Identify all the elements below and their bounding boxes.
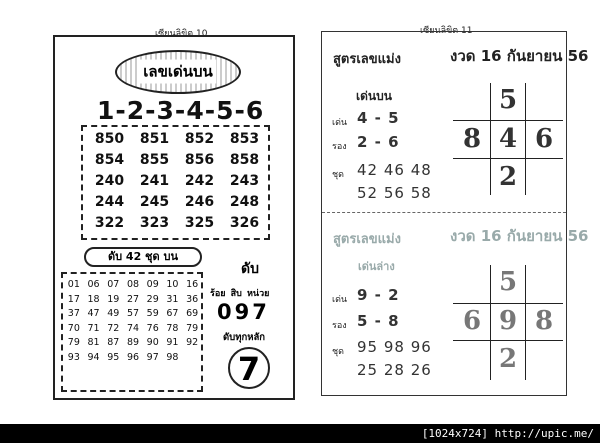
- small-number-cell: 92: [186, 337, 199, 349]
- small-number-cell: 94: [87, 351, 100, 363]
- top-row-value-4: 52 56 58: [357, 184, 432, 202]
- number-cell: 852: [184, 131, 215, 147]
- small-number-cell: 16: [186, 279, 199, 290]
- small-number-cell: 79: [67, 337, 80, 349]
- number-cell: 855: [139, 152, 170, 168]
- number-cell: 850: [94, 131, 125, 147]
- left-page-label: เซียนลิขิต 10: [155, 29, 208, 39]
- small-number-cell: 93: [67, 351, 80, 363]
- numbers-grid: [87, 129, 267, 234]
- small-number-cell: 17: [67, 293, 80, 305]
- bottom-row-label-1: เด่น: [332, 295, 348, 305]
- number-cell: 326: [229, 215, 260, 231]
- small-number-cell: 07: [107, 279, 120, 290]
- small-number-cell: 70: [67, 322, 80, 334]
- number-cell: 853: [229, 131, 260, 147]
- small-number-cell: 89: [126, 337, 140, 349]
- dab-digits: 097: [217, 300, 270, 324]
- top-subtitle: เด่นบน: [356, 89, 392, 103]
- small-number-cell: 06: [87, 279, 100, 290]
- bottom-row-value-3: 95 98 96: [357, 338, 432, 356]
- section-divider: [322, 212, 566, 213]
- bottom-draw-date: งวด 16 กันยายน 56: [450, 227, 589, 245]
- small-number-cell: 08: [126, 279, 140, 290]
- small-number-cell: 91: [166, 337, 179, 349]
- small-number-cell: 10: [166, 279, 179, 290]
- formula-title: สูตรเลขแม่ง: [333, 52, 401, 67]
- draw-date: งวด 16 กันยายน 56: [450, 47, 589, 65]
- top-cross-bottom: 2: [498, 162, 518, 192]
- small-numbers-grid: [64, 278, 202, 366]
- small-number-cell: 09: [146, 279, 159, 290]
- small-number-cell: 76: [146, 322, 159, 334]
- number-cell: 325: [184, 215, 215, 231]
- small-number-cell: 69: [186, 308, 199, 320]
- digit-sequence: 1-2-3-4-5-6: [97, 96, 265, 125]
- top-row-label-2: รอง: [332, 142, 347, 152]
- top-row-value-2: 2 - 6: [357, 133, 400, 151]
- small-number-cell: 87: [107, 337, 120, 349]
- small-number-cell: 79: [186, 322, 199, 334]
- dab-all-digit: 7: [228, 347, 270, 389]
- units-label: ร้อย สิบ หน่วย: [210, 289, 270, 299]
- number-cell: 856: [184, 152, 215, 168]
- small-number-cell: 27: [126, 293, 140, 305]
- small-number-cell: 90: [146, 337, 159, 349]
- small-number-cell: 72: [107, 322, 120, 334]
- bottom-subtitle: เด่นล่าง: [358, 260, 395, 273]
- bottom-row-value-1: 9 - 2: [357, 286, 400, 304]
- top-cross-center: 4: [498, 124, 518, 154]
- bottom-row-label-3: ชุด: [332, 347, 344, 357]
- number-cell: 244: [94, 194, 125, 210]
- number-cell: 246: [184, 194, 215, 210]
- right-page-label: เซียนลิขิต 11: [420, 26, 473, 36]
- number-cell: 322: [94, 215, 125, 231]
- small-number-cell: 01: [67, 279, 80, 290]
- small-number-cell: 59: [146, 308, 159, 320]
- image-host-footer: [1024x724] http://upic.me/: [421, 427, 594, 440]
- banner-oval: [115, 50, 241, 94]
- top-cross-left: 8: [462, 124, 482, 154]
- number-cell: 245: [139, 194, 170, 210]
- number-cell: 240: [94, 173, 125, 189]
- bottom-cross-center: 9: [498, 306, 518, 336]
- bottom-row-value-2: 5 - 8: [357, 312, 400, 330]
- dab-42-pill: ดับ 42 ชุด บน: [84, 247, 202, 267]
- bottom-cross-top: 5: [498, 267, 518, 297]
- top-row-value-3: 42 46 48: [357, 161, 432, 179]
- small-number-cell: 97: [146, 351, 159, 363]
- small-number-cell: 98: [166, 351, 179, 363]
- small-number-cell: 71: [87, 322, 100, 334]
- number-cell: 851: [139, 131, 170, 147]
- top-row-label-3: ชุด: [332, 170, 344, 180]
- small-number-cell: 37: [67, 308, 80, 320]
- bottom-row-label-2: รอง: [332, 321, 347, 331]
- number-cell: 241: [139, 173, 170, 189]
- small-number-cell: 19: [107, 293, 120, 305]
- bottom-cross-right: 8: [534, 306, 554, 336]
- bottom-cross-left: 6: [462, 306, 482, 336]
- top-cross-right: 6: [534, 124, 554, 154]
- small-number-cell: 36: [186, 293, 199, 305]
- dab-title: ดับ: [241, 261, 259, 277]
- small-number-cell: 67: [166, 308, 179, 320]
- bottom-cross-bottom: 2: [498, 344, 518, 374]
- small-number-cell: 74: [126, 322, 140, 334]
- dab-all-label: ดับทุกหลัก: [223, 332, 266, 343]
- top-cross-top: 5: [498, 85, 518, 115]
- small-number-cell: 95: [107, 351, 120, 363]
- number-cell: 242: [184, 173, 215, 189]
- top-row-value-1: 4 - 5: [357, 109, 400, 127]
- number-cell: 858: [229, 152, 260, 168]
- top-row-label-1: เด่น: [332, 118, 348, 128]
- small-number-cell: 57: [126, 308, 140, 320]
- bottom-formula-title: สูตรเลขแม่ง: [333, 232, 401, 247]
- number-cell: 323: [139, 215, 170, 231]
- number-cell: 854: [94, 152, 125, 168]
- small-number-cell: 47: [87, 308, 100, 320]
- small-number-cell: 31: [166, 293, 179, 305]
- small-number-cell: 49: [107, 308, 120, 320]
- small-number-cell: 29: [146, 293, 159, 305]
- small-number-cell: 81: [87, 337, 100, 349]
- small-number-cell: 96: [126, 351, 140, 363]
- number-cell: 248: [229, 194, 260, 210]
- bottom-row-value-4: 25 28 26: [357, 361, 432, 379]
- small-number-cell: 18: [87, 293, 100, 305]
- small-number-cell: 78: [166, 322, 179, 334]
- banner-title: เลขเด่นบน: [139, 60, 216, 84]
- number-cell: 243: [229, 173, 260, 189]
